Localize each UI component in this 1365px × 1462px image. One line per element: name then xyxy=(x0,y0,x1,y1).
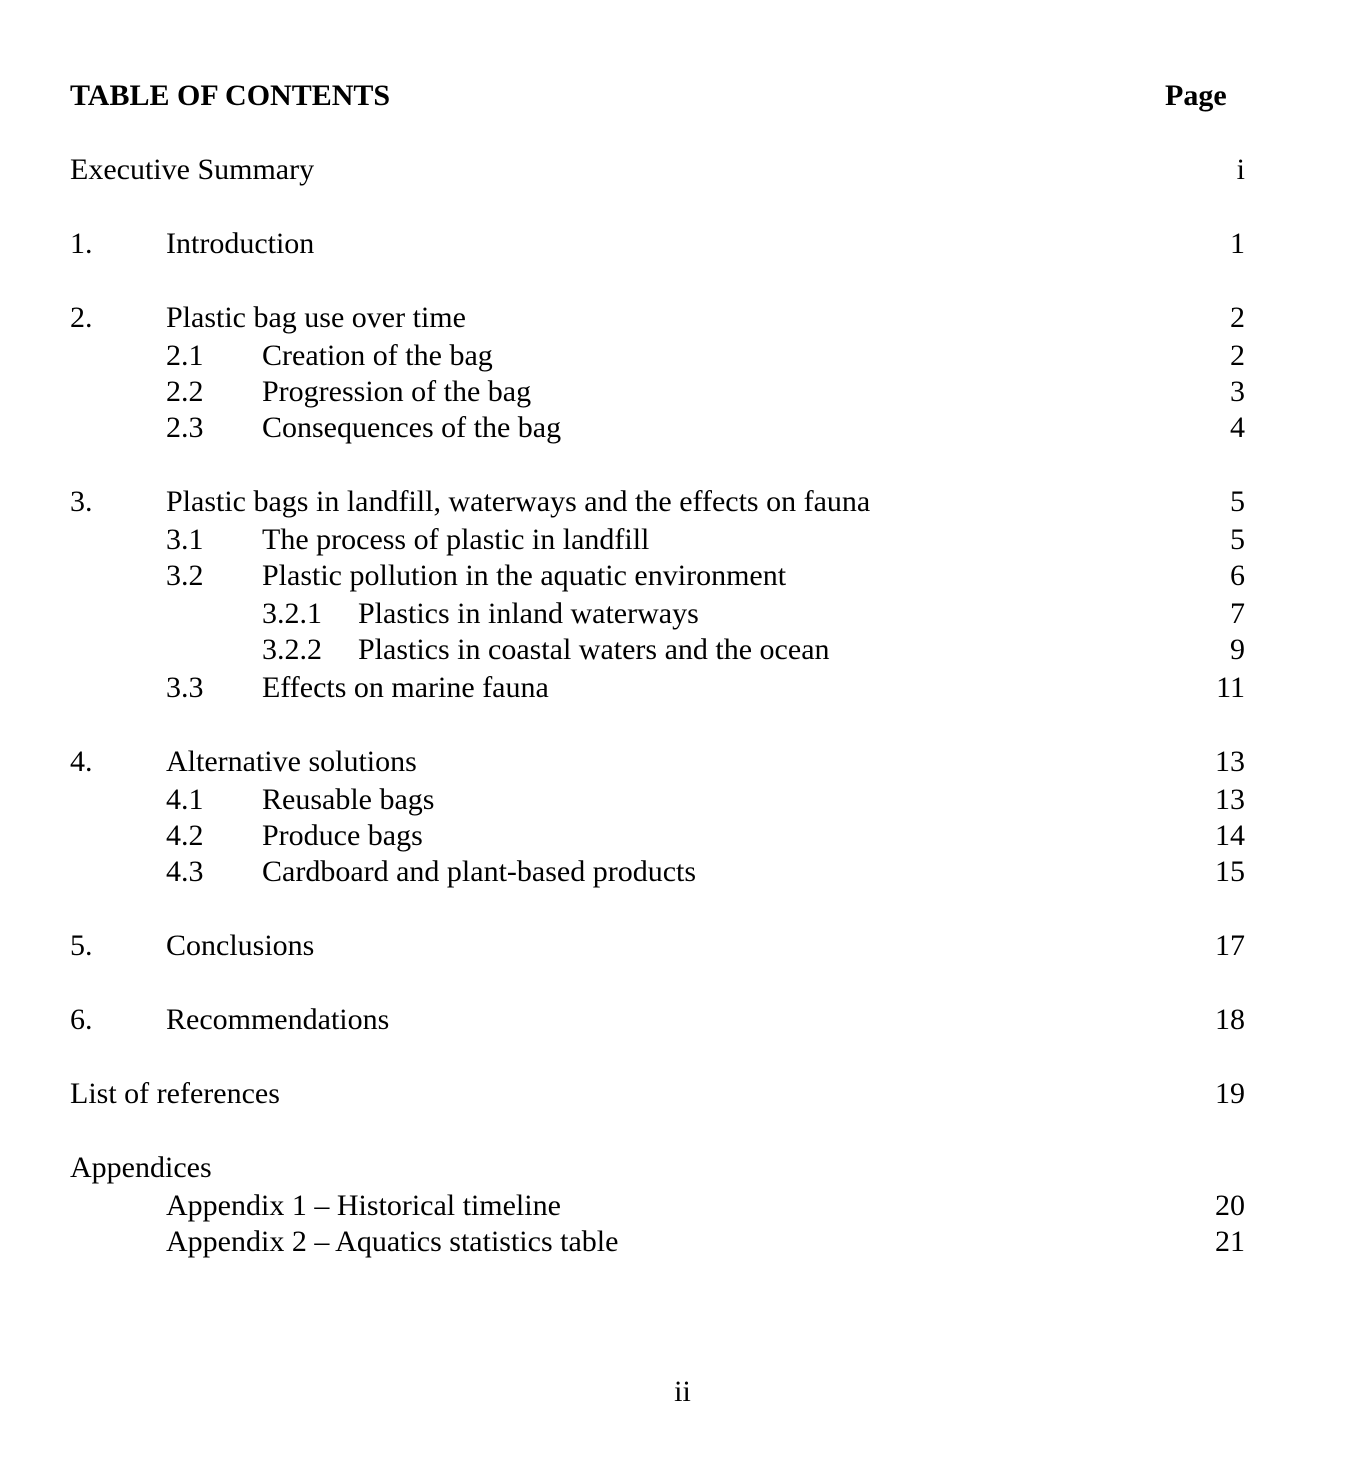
toc-entry-label: Effects on marine fauna xyxy=(262,671,549,704)
toc-subentry[interactable] xyxy=(0,338,1365,374)
toc-entry[interactable] xyxy=(0,1002,1365,1038)
toc-entry-page: 19 xyxy=(1215,1077,1245,1110)
toc-title: TABLE OF CONTENTS xyxy=(70,79,391,112)
toc-entry-label: List of references xyxy=(70,1077,280,1110)
toc-entry-number: 3.3 xyxy=(166,671,204,704)
toc-entry-page: 4 xyxy=(1230,411,1245,444)
toc-entry-number: 2.3 xyxy=(166,411,204,444)
toc-entry-page: i xyxy=(1236,153,1245,186)
toc-entry-number: 5. xyxy=(70,929,93,962)
toc-entry[interactable] xyxy=(0,484,1365,520)
toc-entry-label: Plastic pollution in the aquatic environment xyxy=(262,559,787,592)
toc-entry-label: Appendix 1 – Historical timeline xyxy=(166,1189,561,1222)
toc-entry-number: 4.3 xyxy=(166,855,204,888)
toc-entry-label: Plastic bag use over time xyxy=(166,301,466,334)
toc-subentry[interactable] xyxy=(0,670,1365,706)
toc-entry[interactable] xyxy=(0,744,1365,780)
toc-entry-page: 6 xyxy=(1230,559,1245,592)
toc-entry-page: 13 xyxy=(1215,745,1245,778)
toc-entry-label: Progression of the bag xyxy=(262,375,532,408)
toc-subsubentry[interactable] xyxy=(0,632,1365,668)
toc-entry-number: 3. xyxy=(70,485,93,518)
page-number: ii xyxy=(674,1375,691,1408)
toc-subentry[interactable] xyxy=(0,374,1365,410)
toc-entry-page: 15 xyxy=(1215,855,1245,888)
toc-entry-label: Reusable bags xyxy=(262,783,435,816)
toc-entry-label: Produce bags xyxy=(262,819,423,852)
toc-entry-number: 3.2 xyxy=(166,559,204,592)
toc-entry-page: 3 xyxy=(1230,375,1245,408)
toc-entry-page: 5 xyxy=(1230,485,1245,518)
toc-entry-number: 3.2.2 xyxy=(262,633,322,666)
toc-entry-number: 3.2.1 xyxy=(262,597,322,630)
toc-entry-page: 17 xyxy=(1215,929,1245,962)
toc-subentry[interactable] xyxy=(0,1188,1365,1224)
toc-entry-page: 18 xyxy=(1215,1003,1245,1036)
toc-entry[interactable] xyxy=(0,1076,1365,1112)
toc-subentry[interactable] xyxy=(0,410,1365,446)
toc-entry-label: Plastics in coastal waters and the ocean xyxy=(358,633,830,666)
toc-entry[interactable] xyxy=(0,152,1365,188)
toc-entry-page: 21 xyxy=(1215,1225,1245,1258)
toc-entry-page: 20 xyxy=(1215,1189,1245,1222)
toc-entry-label: Plastics in inland waterways xyxy=(358,597,699,630)
toc-entry-number: 2.2 xyxy=(166,375,204,408)
toc-entry-page: 9 xyxy=(1230,633,1245,666)
page-column-header: Page xyxy=(1165,79,1227,112)
toc-entry-label: Creation of the bag xyxy=(262,339,493,372)
toc-entry-page: 1 xyxy=(1230,227,1245,260)
toc-entry-label: Appendices xyxy=(70,1151,212,1184)
toc-subsubentry[interactable] xyxy=(0,596,1365,632)
toc-entry-label: Alternative solutions xyxy=(166,745,417,778)
toc-entry-number: 2. xyxy=(70,301,93,334)
toc-entry-number: 3.1 xyxy=(166,523,204,556)
toc-entry[interactable] xyxy=(0,300,1365,336)
toc-entry-label: Appendix 2 – Aquatics statistics table xyxy=(166,1225,619,1258)
toc-entry-number: 1. xyxy=(70,227,93,260)
toc-entry-number: 6. xyxy=(70,1003,93,1036)
toc-entry-label: The process of plastic in landfill xyxy=(262,523,650,556)
toc-subentry[interactable] xyxy=(0,854,1365,890)
toc-entry-number: 2.1 xyxy=(166,339,204,372)
toc-entry-label: Plastic bags in landfill, waterways and the effects on fauna xyxy=(166,485,871,518)
toc-entry-number: 4. xyxy=(70,745,93,778)
toc-entry xyxy=(0,1150,1365,1186)
toc-entry-page: 11 xyxy=(1216,671,1245,704)
toc-entry-page: 7 xyxy=(1230,597,1245,630)
toc-subentry[interactable] xyxy=(0,818,1365,854)
toc-entry-label: Conclusions xyxy=(166,929,315,962)
toc-entry[interactable] xyxy=(0,226,1365,262)
toc-entry-label: Introduction xyxy=(166,227,315,260)
toc-entry-label: Executive Summary xyxy=(70,153,315,186)
toc-entry-label: Cardboard and plant-based products xyxy=(262,855,697,888)
toc-entry[interactable] xyxy=(0,928,1365,964)
toc-entry-page: 14 xyxy=(1215,819,1245,852)
toc-entry-label: Consequences of the bag xyxy=(262,411,562,444)
toc-subentry[interactable] xyxy=(0,522,1365,558)
toc-entry-page: 13 xyxy=(1215,783,1245,816)
toc-subentry[interactable] xyxy=(0,782,1365,818)
toc-entry-page: 2 xyxy=(1230,301,1245,334)
toc-entry-label: Recommendations xyxy=(166,1003,390,1036)
toc-entry-page: 2 xyxy=(1230,339,1245,372)
toc-entry-number: 4.2 xyxy=(166,819,204,852)
toc-subentry[interactable] xyxy=(0,558,1365,594)
toc-entry-number: 4.1 xyxy=(166,783,204,816)
toc-entry-page: 5 xyxy=(1230,523,1245,556)
toc-subentry[interactable] xyxy=(0,1224,1365,1260)
